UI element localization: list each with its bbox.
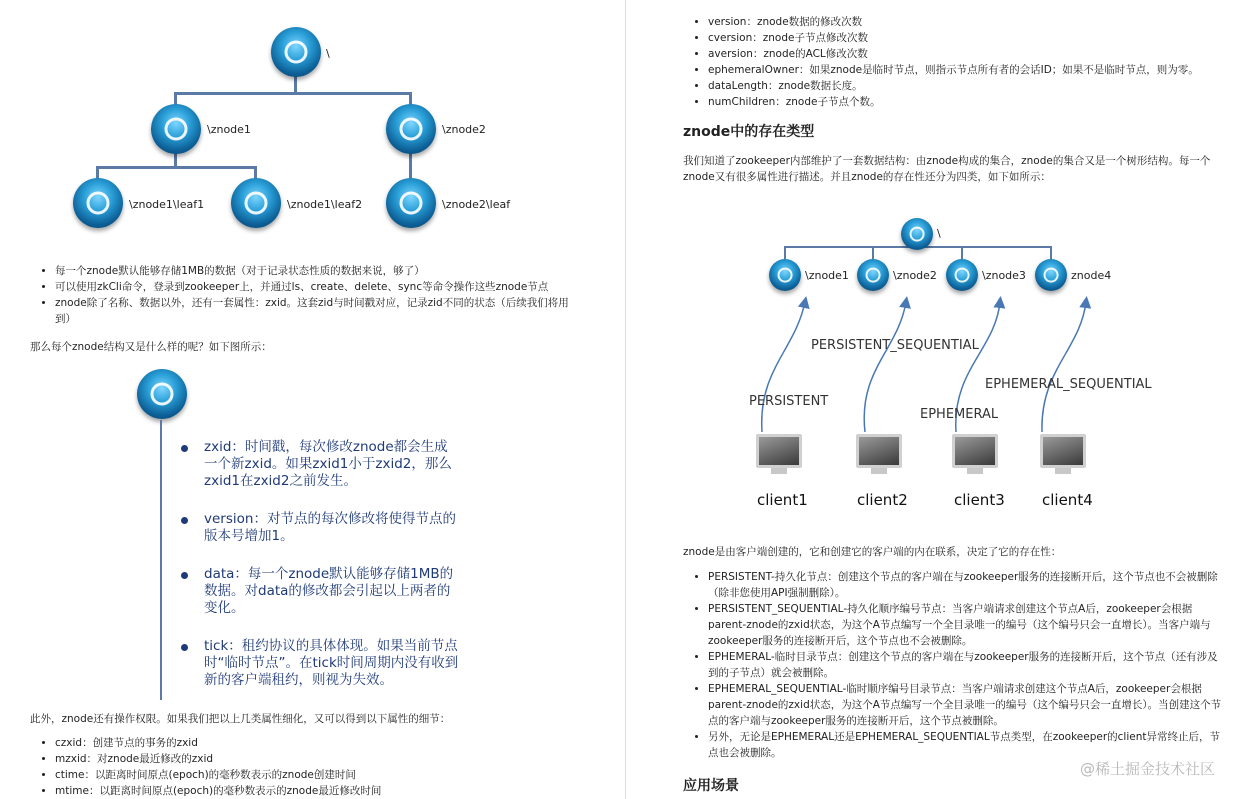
tree-connector [1050, 246, 1052, 260]
list-item: • PERSISTENT-持久化节点：创建这个节点的客户端在与zookeeper服务的连接断开后，这个节点也不会被删除（除非您使用API强制删除）。 [708, 569, 1223, 601]
tree-connector [961, 246, 963, 260]
bullet-dot [181, 572, 188, 579]
znode-icon [386, 104, 436, 154]
znode-icon [857, 259, 889, 291]
tree-connector [872, 246, 874, 260]
tree-connector [174, 152, 177, 168]
znode-icon [1035, 259, 1067, 291]
arrow-persistent [762, 302, 805, 432]
list-item: • cversion：znode子节点修改次数 [708, 30, 1228, 46]
client-label: client1 [757, 491, 808, 509]
attribute-text: data：每一个znode默认能够存储1MB的数据。对data的修改都会引起以上两者的变化。 [204, 566, 454, 616]
paragraph: 那么每个znode结构又是什么样的呢？如下图所示： [30, 341, 272, 353]
list-item: • PERSISTENT_SEQUENTIAL-持久化顺序编号节点：当客户端请求创建这个节点A后，zookeeper会根据parent-znode的zxid状态，为这个A节点编写一个全目录唯一的编号（这个编号只会一直增长）。当客户端与zookeeper服务的连接断开后，这个节点也不会被删除。 [708, 601, 1223, 649]
type-label: EPHEMERAL_SEQUENTIAL [985, 377, 1152, 392]
list-item: • 可以使用zkCli命令，登录到zookeeper上，并通过ls、create、delete、sync等命令操作这些znode节点 [55, 279, 575, 295]
list-item: • 另外，无论是EPHEMERAL还是EPHEMERAL_SEQUENTIAL节点类型，在zookeeper的client异常终止后，节点也会被删除。 [708, 729, 1223, 761]
znode-icon [231, 178, 281, 228]
list-item: • ctime：以距离时间原点(epoch)的毫秒数表示的znode创建时间 [55, 767, 575, 783]
monitor-icon [856, 434, 902, 476]
node-label: \znode1 [805, 269, 849, 282]
list-item: • 每一个znode默认能够存储1MB的数据（对于记录状态性质的数据来说，够了） [55, 263, 575, 279]
tree-connector [409, 152, 412, 180]
type-label: PERSISTENT_SEQUENTIAL [811, 338, 979, 353]
bullet-list [35, 735, 575, 799]
node-label: \znode1\leaf1 [129, 198, 205, 211]
attribute-item [204, 511, 459, 545]
tree-connector [784, 246, 786, 260]
list-item: • aversion：znode的ACL修改次数 [708, 46, 1228, 62]
section-heading: 应用场景 [683, 778, 739, 794]
arrow-persistent-sequential [864, 302, 906, 432]
section-heading: znode中的存在类型 [683, 124, 815, 140]
node-label: znode4 [1071, 269, 1112, 282]
list-item: • dataLength：znode数据长度。 [708, 78, 1228, 94]
bullet-dot [181, 517, 188, 524]
tree-connector [174, 92, 412, 95]
attribute-text: version：对节点的每次修改将使得节点的版本号增加1。 [204, 511, 456, 544]
attribute-item [204, 566, 459, 617]
bullet-list [688, 569, 1223, 761]
list-item: • version：znode数据的修改次数 [708, 14, 1228, 30]
znode-icon [901, 218, 933, 250]
node-label: \znode3 [982, 269, 1026, 282]
client-label: client2 [857, 491, 908, 509]
bullet-list [35, 263, 575, 327]
list-item: • mtime：以距离时间原点(epoch)的毫秒数表示的znode最近修改时间 [55, 783, 575, 799]
znode-icon [271, 27, 321, 77]
paragraph: 此外，znode还有操作权限。如果我们把以上几类属性细化，又可以得到以下属性的细节： [30, 713, 451, 725]
node-label: \znode2 [442, 123, 486, 136]
attribute-text: zxid：时间戳，每次修改znode都会生成一个新zxid。如果zxid1小于zxid2，那么zxid1在zxid2之前发生。 [204, 439, 452, 489]
paragraph: znode是由客户端创建的，它和创建它的客户端的内在联系，决定了它的存在性： [683, 546, 1062, 558]
znode-icon [946, 259, 978, 291]
list-item: • ephemeralOwner：如果znode是临时节点，则指示节点所有者的会话ID；如果不是临时节点，则为零。 [708, 62, 1228, 78]
bullet-list [688, 14, 1228, 110]
attribute-item [204, 638, 459, 689]
structure-line [160, 420, 162, 700]
monitor-icon [952, 434, 998, 476]
type-label: EPHEMERAL [920, 407, 999, 422]
root-label: \ [326, 47, 330, 60]
client-label: client4 [1042, 491, 1093, 509]
type-label: PERSISTENT [749, 394, 829, 409]
node-label: \znode1\leaf2 [287, 198, 363, 211]
attribute-item [204, 439, 459, 490]
znode-icon [137, 369, 187, 419]
bullet-dot [181, 644, 188, 651]
node-label: \znode1 [207, 123, 251, 136]
list-item: • mzxid：对znode最近修改的zxid [55, 751, 575, 767]
bullet-dot [181, 445, 188, 452]
node-label: \znode2\leaf [442, 198, 511, 211]
page-divider [625, 0, 626, 799]
list-item: • znode除了名称、数据以外，还有一套属性：zxid。这套zid与时间戳对应，记录zid不同的状态（后续我们将用到） [55, 295, 575, 327]
paragraph: 我们知道了zookeeper内部维护了一套数据结构：由znode构成的集合，znode的集合又是一个树形结构。每一个znode又有很多属性进行描述。并且znode的存在性还分为四类，如下如所示： [683, 155, 1211, 183]
monitor-icon [1040, 434, 1086, 476]
arrow-ephemeral-sequential [1042, 302, 1086, 432]
list-item: • czxid：创建节点的事务的zxid [55, 735, 575, 751]
client-label: client3 [954, 491, 1005, 509]
list-item: • numChildren：znode子节点个数。 [708, 94, 1228, 110]
znode-icon [73, 178, 123, 228]
monitor-icon [756, 434, 802, 476]
list-item: • EPHEMERAL-临时目录节点：创建这个节点的客户端在与zookeeper服务的连接断开后，这个节点（还有涉及到的子节点）就会被删除。 [708, 649, 1223, 681]
root-label: \ [937, 227, 941, 240]
znode-icon [769, 259, 801, 291]
attribute-text: tick：租约协议的具体体现。如果当前节点时“临时节点”。在tick时间周期内没有收到新的客户端租约，则视为失效。 [204, 638, 459, 688]
znode-icon [386, 178, 436, 228]
watermark: @稀土掘金技术社区 [1079, 760, 1215, 778]
node-label: \znode2 [893, 269, 937, 282]
list-item: • EPHEMERAL_SEQUENTIAL-临时顺序编号目录节点：当客户端请求创建这个节点A后，zookeeper会根据parent-znode的zxid状态，为这个A节点编写一个全目录唯一的编号（这个编号只会一直增长）。当创建这个节点的客户端与zookeeper服务的连接断开后，这个节点被删除。 [708, 681, 1223, 729]
znode-icon [151, 104, 201, 154]
